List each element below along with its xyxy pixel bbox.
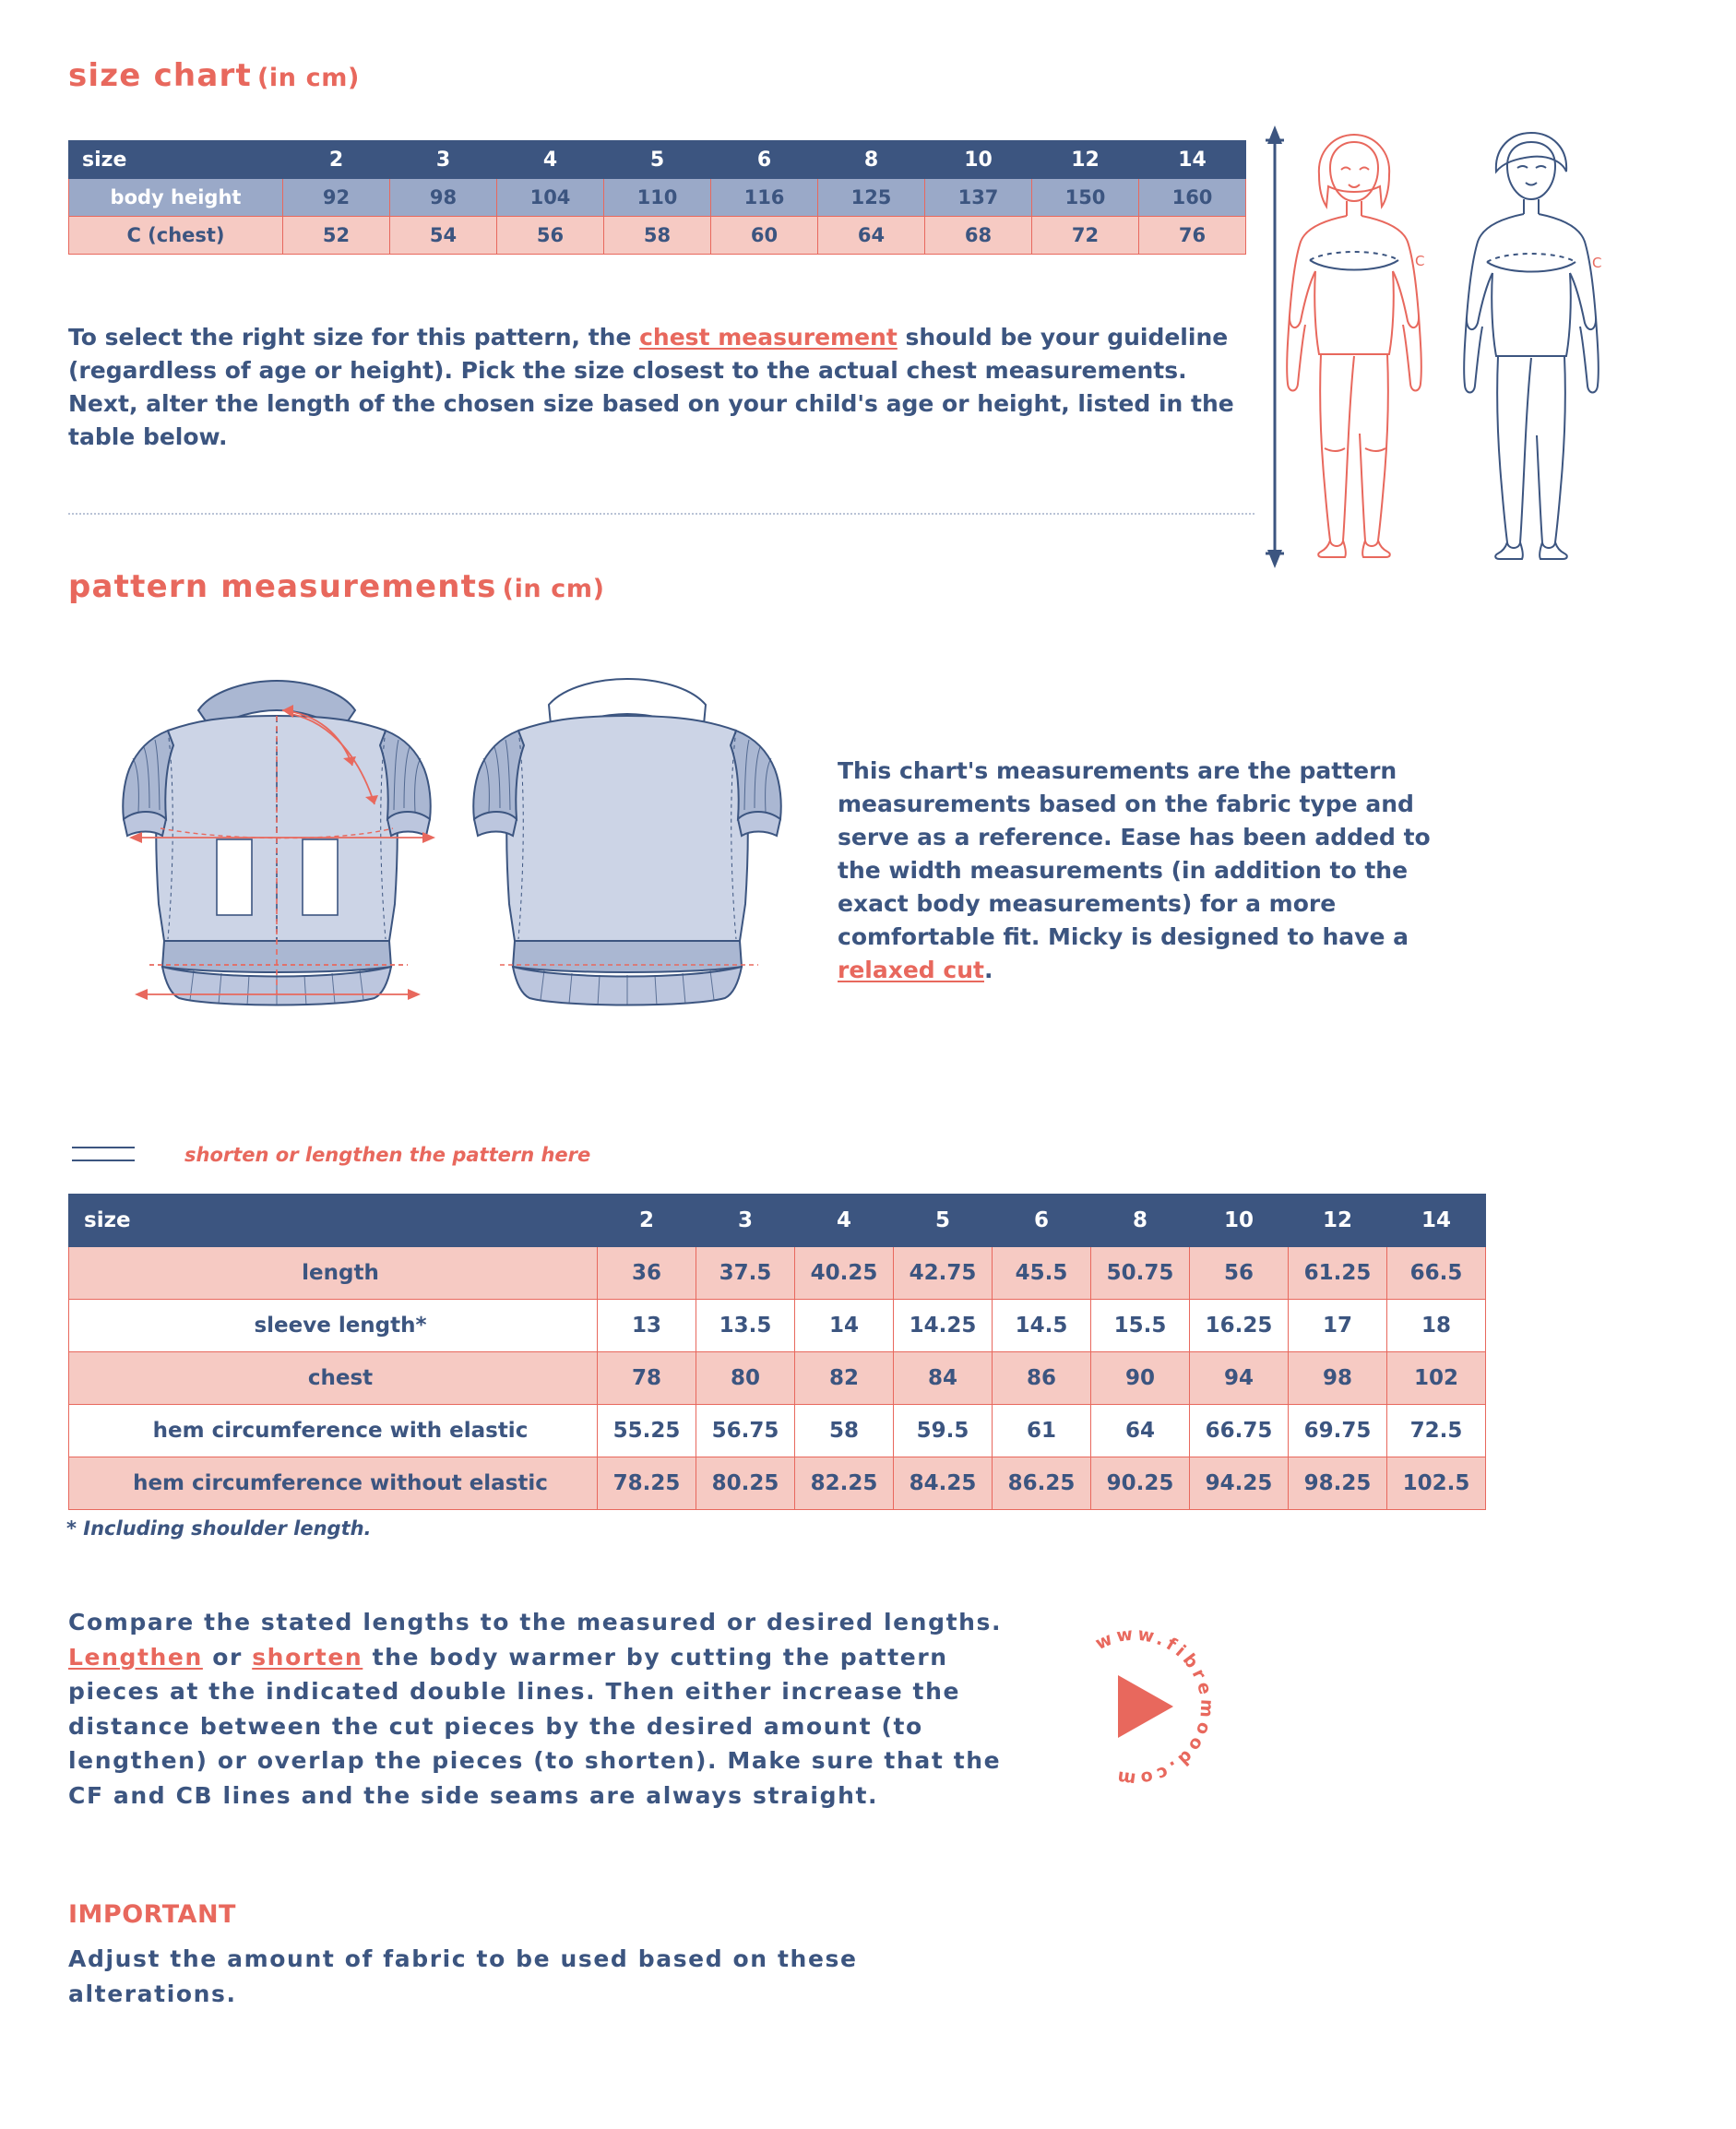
cell: 78.25: [598, 1457, 696, 1510]
garment-technical-drawing: [65, 673, 821, 1061]
pattern-measurements-heading: [68, 568, 605, 605]
cell: 60: [711, 217, 818, 255]
video-play-badge[interactable]: [1042, 1614, 1227, 1799]
size-chart-heading: [68, 57, 360, 94]
cell: 80.25: [696, 1457, 795, 1510]
cell: 14.25: [894, 1300, 993, 1352]
cell: 59.5: [894, 1405, 993, 1457]
section-divider: [68, 513, 1254, 515]
cell: 66.75: [1190, 1405, 1289, 1457]
cell: 90: [1091, 1352, 1190, 1405]
col-header-14: 14: [1387, 1195, 1486, 1247]
cell: 69.75: [1289, 1405, 1387, 1457]
relaxed-cut-link[interactable]: relaxed cut: [838, 957, 984, 983]
col-header-3: 3: [696, 1195, 795, 1247]
cell: 68: [925, 217, 1032, 255]
col-header-8: 8: [818, 141, 925, 179]
table-row: [69, 179, 1246, 217]
size-chart-paragraph: [68, 321, 1258, 454]
cell: 86: [993, 1352, 1091, 1405]
col-header-8: 8: [1091, 1195, 1190, 1247]
chest-label-girl: C: [1415, 253, 1425, 269]
body-figures-illustration: [1264, 120, 1633, 600]
col-header-2: 2: [283, 141, 390, 179]
cell: 72.5: [1387, 1405, 1486, 1457]
cell: 72: [1032, 217, 1139, 255]
chest-label-boy: C: [1592, 255, 1602, 271]
side-note-part-1: This chart's measurements are the pattern measurements based on the fabric type and serve as a reference. Ease has been added to the width measurements (in addition to the exact body measurements) for a more comfortable fit. Micky is designed to have a: [838, 757, 1431, 950]
col-header-5: 5: [604, 141, 711, 179]
col-header-4: 4: [795, 1195, 894, 1247]
table-header-row: [69, 141, 1246, 179]
col-header-10: 10: [1190, 1195, 1289, 1247]
paragraph-part-2: should be your guideline (regardless of age or height). Pick the size closest to the actual chest measurements. Next, alter the length of the chosen size based on your child's age or height, listed in the table below.: [68, 324, 1234, 450]
col-header-3: 3: [390, 141, 497, 179]
cell: 150: [1032, 179, 1139, 217]
row-label-hem-without-elastic: hem circumference without elastic: [69, 1457, 598, 1510]
instructions-part-2: or: [202, 1643, 253, 1671]
pattern-heading-sub: (in cm): [502, 575, 605, 603]
col-header-4: 4: [497, 141, 604, 179]
size-chart-heading-sub: (in cm): [256, 64, 360, 92]
row-label-body-height: body height: [69, 179, 283, 217]
lengthen-link[interactable]: Lengthen: [68, 1643, 203, 1671]
row-label-length: length: [69, 1247, 598, 1300]
cell: 92: [283, 179, 390, 217]
col-header-12: 12: [1289, 1195, 1387, 1247]
table-row: [69, 1247, 1486, 1300]
cell: 116: [711, 179, 818, 217]
cell: 13.5: [696, 1300, 795, 1352]
cell: 84.25: [894, 1457, 993, 1510]
size-chart-table: [68, 140, 1246, 255]
side-note-part-2: .: [983, 957, 993, 983]
cell: 82: [795, 1352, 894, 1405]
cell: 82.25: [795, 1457, 894, 1510]
table-row: [69, 1457, 1486, 1510]
cell: 42.75: [894, 1247, 993, 1300]
cell: 15.5: [1091, 1300, 1190, 1352]
cell: 16.25: [1190, 1300, 1289, 1352]
size-chart-heading-main: size chart: [68, 57, 252, 94]
col-header-12: 12: [1032, 141, 1139, 179]
cell: 14: [795, 1300, 894, 1352]
cell: 50.75: [1091, 1247, 1190, 1300]
important-title: IMPORTANT: [68, 1900, 236, 1929]
cell: 64: [818, 217, 925, 255]
cell: 61.25: [1289, 1247, 1387, 1300]
back-view: [473, 679, 781, 1005]
cell: 61: [993, 1405, 1091, 1457]
cell: 14.5: [993, 1300, 1091, 1352]
cell: 125: [818, 179, 925, 217]
row-label-sleeve-length: sleeve length*: [69, 1300, 598, 1352]
col-header-size: size: [69, 1195, 598, 1247]
cell: 76: [1139, 217, 1246, 255]
alteration-instructions: [68, 1605, 1018, 1813]
cell: 94.25: [1190, 1457, 1289, 1510]
cell: 40.25: [795, 1247, 894, 1300]
col-header-5: 5: [894, 1195, 993, 1247]
chest-measurement-link[interactable]: chest measurement: [639, 324, 898, 351]
cell: 13: [598, 1300, 696, 1352]
table-row: [69, 1300, 1486, 1352]
cell: 110: [604, 179, 711, 217]
cell: 56: [1190, 1247, 1289, 1300]
cell: 52: [283, 217, 390, 255]
cell: 56.75: [696, 1405, 795, 1457]
cell: 58: [795, 1405, 894, 1457]
play-icon: [1118, 1675, 1173, 1738]
cell: 94: [1190, 1352, 1289, 1405]
cell: 17: [1289, 1300, 1387, 1352]
cell: 98: [1289, 1352, 1387, 1405]
paragraph-part-1: To select the right size for this pattern, the: [68, 324, 640, 351]
cell: 102: [1387, 1352, 1486, 1405]
table-row: [69, 217, 1246, 255]
cell: 66.5: [1387, 1247, 1486, 1300]
cell: 137: [925, 179, 1032, 217]
cell: 55.25: [598, 1405, 696, 1457]
col-header-10: 10: [925, 141, 1032, 179]
pattern-measurements-table: [68, 1194, 1486, 1510]
table-footnote: * Including shoulder length.: [66, 1517, 372, 1540]
svg-text:www.fibremood.com: www.fibremood.com: [1092, 1624, 1218, 1790]
instructions-part-3: the body warmer by cutting the pattern pieces at the indicated double lines. Then either increase the distance between the cut pieces by the desired amount (to lengthen) or overlap the pieces (to shorten). Make sure that the CF and CB lines and the side seams are always straight.: [68, 1643, 1002, 1809]
double-line-legend-mark: [72, 1147, 135, 1161]
instructions-part-1: Compare the stated lengths to the measured or desired lengths.: [68, 1609, 1003, 1635]
cell: 64: [1091, 1405, 1190, 1457]
cell: 54: [390, 217, 497, 255]
cell: 78: [598, 1352, 696, 1405]
cell: 90.25: [1091, 1457, 1190, 1510]
cell: 45.5: [993, 1247, 1091, 1300]
cell: 86.25: [993, 1457, 1091, 1510]
cell: 37.5: [696, 1247, 795, 1300]
row-label-chest: C (chest): [69, 217, 283, 255]
shorten-link[interactable]: shorten: [252, 1643, 363, 1671]
cell: 18: [1387, 1300, 1486, 1352]
cell: 84: [894, 1352, 993, 1405]
col-header-6: 6: [711, 141, 818, 179]
table-row: [69, 1405, 1486, 1457]
pattern-heading-main: pattern measurements: [68, 568, 497, 605]
table-row: [69, 1352, 1486, 1405]
col-header-14: 14: [1139, 141, 1246, 179]
front-view: [123, 681, 435, 1005]
double-line-legend-text: shorten or lengthen the pattern here: [184, 1144, 591, 1166]
cell: 104: [497, 179, 604, 217]
col-header-6: 6: [993, 1195, 1091, 1247]
cell: 56: [497, 217, 604, 255]
col-header-size: size: [69, 141, 283, 179]
cell: 102.5: [1387, 1457, 1486, 1510]
cell: 58: [604, 217, 711, 255]
row-label-hem-with-elastic: hem circumference with elastic: [69, 1405, 598, 1457]
important-body: Adjust the amount of fabric to be used based on these alterations.: [68, 1945, 858, 2007]
pattern-side-note: [838, 755, 1456, 987]
cell: 36: [598, 1247, 696, 1300]
cell: 98.25: [1289, 1457, 1387, 1510]
table-header-row: [69, 1195, 1486, 1247]
row-label-chest: chest: [69, 1352, 598, 1405]
cell: 80: [696, 1352, 795, 1405]
cell: 98: [390, 179, 497, 217]
col-header-2: 2: [598, 1195, 696, 1247]
cell: 160: [1139, 179, 1246, 217]
